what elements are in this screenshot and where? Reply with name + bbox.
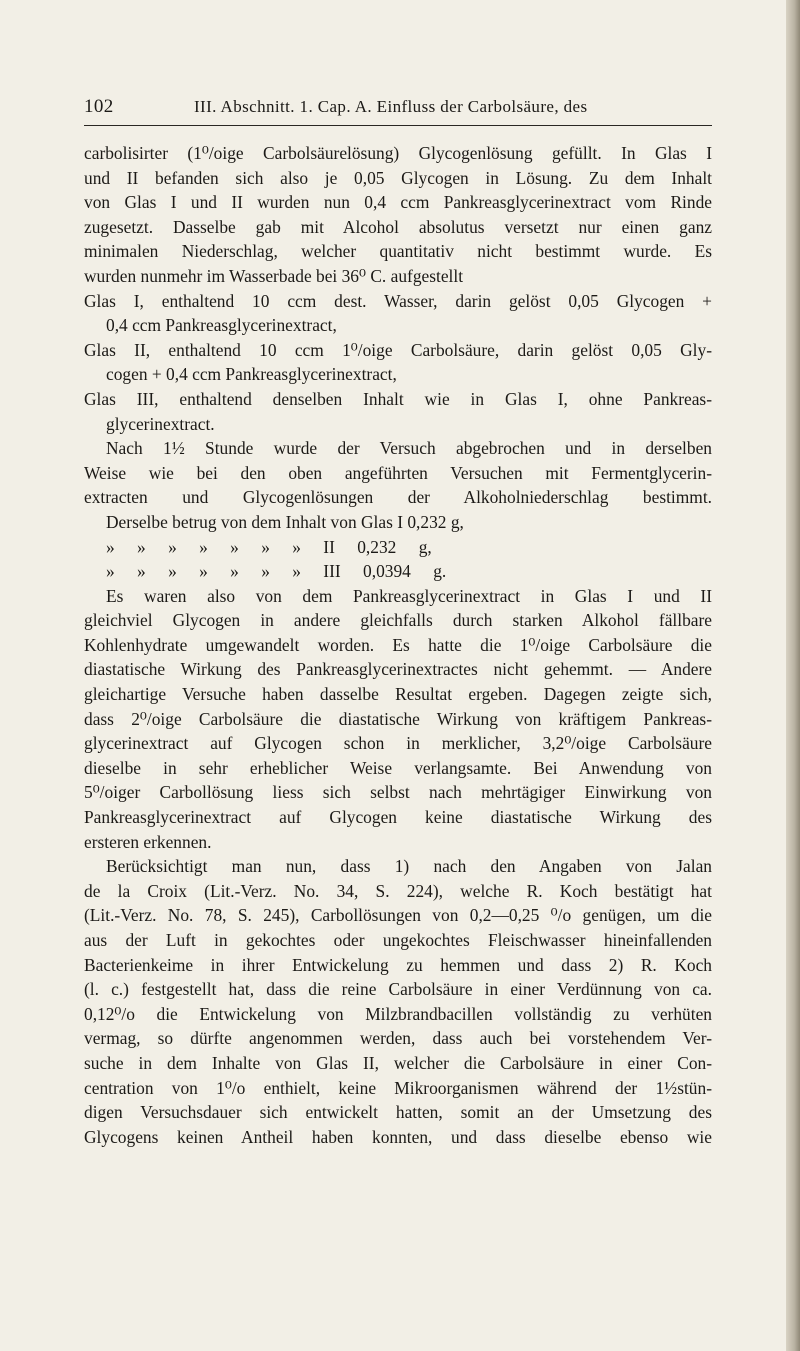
text-line: glycerinextract auf Glycogen schon in merklicher, 3,2⁰/oige Carbolsäure [84, 733, 712, 754]
text-line: 0,12⁰/o die Entwickelung von Milzbrandbacillen vollständig zu verhüten [84, 1003, 712, 1024]
text-line: dieselbe in sehr erheblicher Weise verlangsamte. Bei Anwendung von [84, 757, 712, 778]
text-line: » » » » » » » III 0,0394 g. [106, 561, 447, 582]
text-line: de la Croix (Lit.-Verz. No. 34, S. 224), welche R. Koch bestätigt hat [84, 880, 712, 901]
page-header [84, 96, 712, 124]
text-line: Pankreasglycerinextract auf Glycogen keine diastatische Wirkung des [84, 807, 712, 828]
text-line: zugesetzt. Dasselbe gab mit Alcohol absolutus versetzt nur einen ganz [84, 216, 712, 237]
text-line: Nach 1½ Stunde wurde der Versuch abgebrochen und in derselben [106, 438, 712, 459]
text-line: Glas II, enthaltend 10 ccm 1⁰/oige Carbolsäure, darin gelöst 0,05 Gly- [84, 339, 712, 360]
text-line: Kohlenhydrate umgewandelt worden. Es hatte die 1⁰/oige Carbolsäure die [84, 634, 712, 655]
text-line: cogen + 0,4 ccm Pankreasglycerinextract, [106, 364, 397, 385]
text-line: digen Versuchsdauer sich entwickelt hatten, somit an der Umsetzung des [84, 1102, 712, 1123]
text-line: Glas III, enthaltend denselben Inhalt wie in Glas I, ohne Pankreas- [84, 388, 712, 409]
text-line: Glycogens keinen Antheil haben konnten, und dass dieselbe ebenso wie [84, 1126, 712, 1147]
text-line: » » » » » » » II 0,232 g, [106, 536, 432, 557]
page-edge-shadow [786, 0, 800, 1351]
text-line: aus der Luft in gekochtes oder ungekochtes Fleischwasser hineinfallenden [84, 930, 712, 950]
text-line: Weise wie bei den oben angeführten Versuchen mit Fermentglycerin- [84, 462, 712, 483]
text-line: diastatische Wirkung des Pankreasglycerinextractes nicht gehemmt. — Andere [84, 659, 712, 680]
page-number: 102 [84, 96, 114, 117]
running-head: III. Abschnitt. 1. Cap. A. Einfluss der Carbolsäure, des [194, 97, 588, 116]
text-line: von Glas I und II wurden nun 0,4 ccm Pankreasglycerinextract vom Rinde [84, 192, 712, 213]
text-line: extracten und Glycogenlösungen der Alkoholniederschlag bestimmt. [84, 487, 712, 508]
text-line: Berücksichtigt man nun, dass 1) nach den Angaben von Jalan [106, 856, 712, 877]
text-line: minimalen Niederschlag, welcher quantitativ nicht bestimmt wurde. Es [84, 241, 712, 262]
text-line: 0,4 ccm Pankreasglycerinextract, [106, 315, 337, 336]
text-line: centration von 1⁰/o enthielt, keine Mikroorganismen während der 1½stün- [84, 1077, 712, 1098]
text-line: gleichviel Glycogen in andere gleichfalls durch starken Alkohol fällbare [84, 610, 712, 631]
text-line: Es waren also von dem Pankreasglycerinextract in Glas I und II [106, 585, 712, 606]
text-line: und II befanden sich also je 0,05 Glycogen in Lösung. Zu dem Inhalt [84, 167, 712, 188]
text-line: glycerinextract. [106, 413, 215, 434]
text-line: carbolisirter (1⁰/oige Carbolsäurelösung) Glycogenlösung gefüllt. In Glas I [84, 143, 712, 163]
text-line: Derselbe betrug von dem Inhalt von Glas I 0,232 g, [106, 511, 464, 532]
text-line: gleichartige Versuche haben dasselbe Resultat ergeben. Dagegen zeigte sich, [84, 684, 712, 705]
text-line: Glas I, enthaltend 10 ccm dest. Wasser, darin gelöst 0,05 Glycogen + [84, 290, 712, 311]
body-text [84, 141, 712, 1149]
text-line: Bacterienkeime in ihrer Entwickelung zu hemmen und dass 2) R. Koch [84, 954, 712, 975]
text-line: vermag, so dürfte angenommen werden, dass auch bei vorstehendem Ver- [84, 1028, 712, 1049]
text-line: (Lit.-Verz. No. 78, S. 245), Carbollösungen von 0,2—0,25 ⁰/o genügen, um die [84, 905, 712, 926]
text-line: dass 2⁰/oige Carbolsäure die diastatische Wirkung von kräftigem Pankreas- [84, 708, 712, 729]
text-line: ersteren erkennen. [84, 831, 212, 852]
header-rule [84, 125, 712, 126]
text-line: (l. c.) festgestellt hat, dass die reine Carbolsäure in einer Verdünnung von ca. [84, 979, 712, 1000]
text-line: 5⁰/oiger Carbollösung liess sich selbst nach mehrtägiger Einwirkung von [84, 782, 712, 803]
text-line: wurden nunmehr im Wasserbade bei 36⁰ C. aufgestellt [84, 265, 464, 286]
text-line: suche in dem Inhalte von Glas II, welcher die Carbolsäure in einer Con- [84, 1052, 712, 1073]
